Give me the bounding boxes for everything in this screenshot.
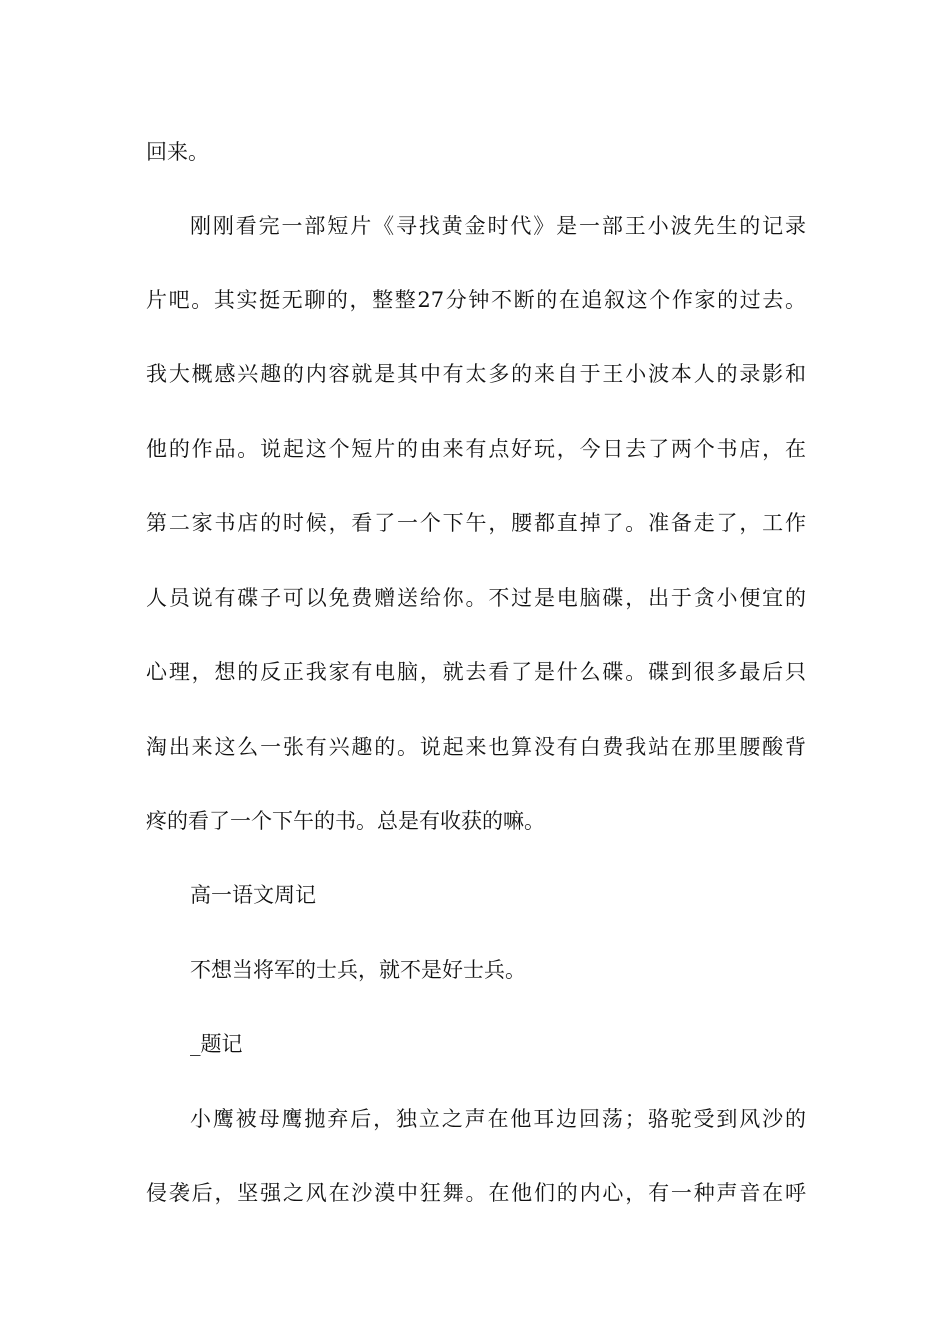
section-title: 高一语文周记 [190, 883, 316, 907]
paragraph-first-line: 小鹰被母鹰抛弃后，独立之声在他耳边回荡；骆驼受到风沙的 [190, 1107, 806, 1131]
text-line: 心理，想的反正我家有电脑，就去看了是什么碟。碟到很多最后只 [146, 660, 806, 684]
text-line: 人员说有碟子可以免费赠送给你。不过是电脑碟，出于贪小便宜的 [146, 586, 806, 610]
text-line: 片吧。其实挺无聊的，整整27分钟不断的在追叙这个作家的过去。 [146, 288, 806, 312]
text-line: 回来。 [146, 140, 209, 164]
text-line: 他的作品。说起这个短片的由来有点好玩，今日去了两个书店，在 [146, 437, 806, 461]
text-line: 第二家书店的时候，看了一个下午，腰都直掉了。准备走了，工作 [146, 511, 806, 535]
paragraph-first-line: 刚刚看完一部短片《寻找黄金时代》是一部王小波先生的记录 [190, 214, 806, 238]
text-line: 疼的看了一个下午的书。总是有收获的嘛。 [146, 809, 545, 833]
epigraph-quote: 不想当将军的士兵，就不是好士兵。 [190, 958, 526, 982]
text-line: 淘出来这么一张有兴趣的。说起来也算没有白费我站在那里腰酸背 [146, 735, 806, 759]
text-line: 我大概感兴趣的内容就是其中有太多的来自于王小波本人的录影和 [146, 362, 806, 386]
epigraph-attribution: _题记 [190, 1032, 243, 1056]
text-line: 侵袭后，坚强之风在沙漠中狂舞。在他们的内心，有一种声音在呼 [146, 1181, 806, 1205]
